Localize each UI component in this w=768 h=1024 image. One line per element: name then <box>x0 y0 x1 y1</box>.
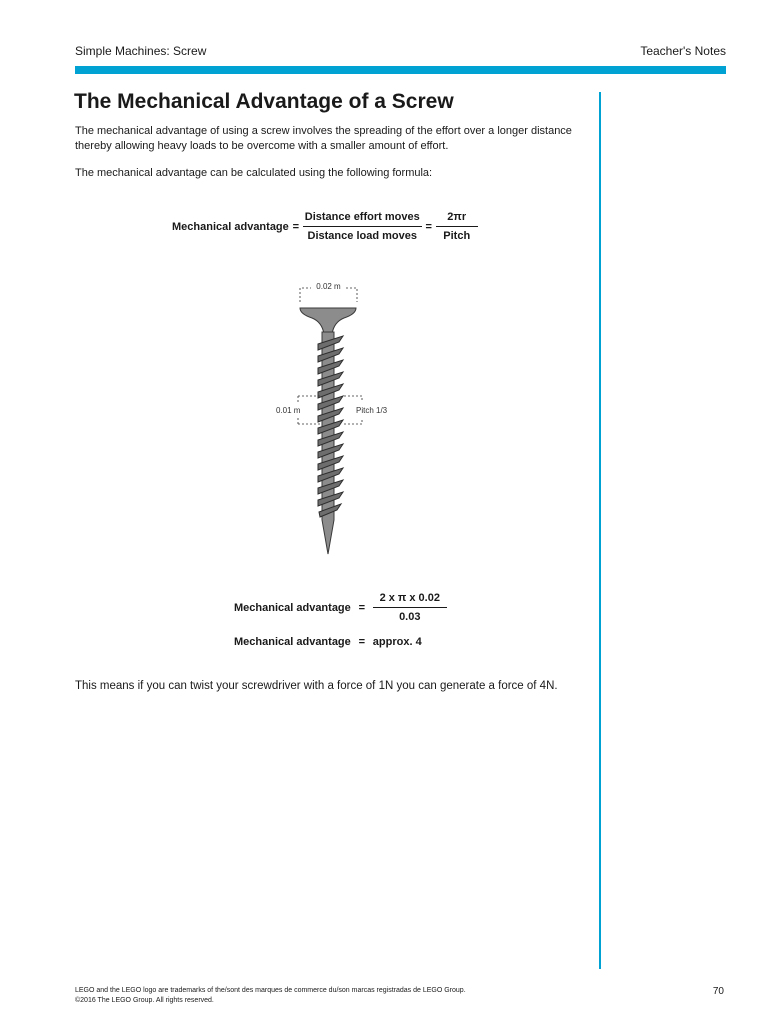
page-title: The Mechanical Advantage of a Screw <box>74 90 454 113</box>
numerator: 2 x π x 0.02 <box>373 592 447 608</box>
diameter-label: 0.01 m <box>276 406 301 415</box>
footer-trademark: LEGO and the LEGO logo are trademarks of the/sont des marques de commerce du/son marcas registradas de LEGO Group. <box>75 987 466 994</box>
numerator: Distance effort moves <box>303 211 422 227</box>
pitch-label: Pitch 1/3 <box>356 406 388 415</box>
calc-label: Mechanical advantage <box>234 601 351 614</box>
formula-result <box>234 636 422 648</box>
screw-diagram <box>268 272 398 572</box>
formula-intro: The mechanical advantage can be calculated using the following formula: <box>75 167 433 179</box>
formula-label: Mechanical advantage <box>172 220 289 233</box>
footer-copyright: ©2016 The LEGO Group. All rights reserved. <box>75 997 214 1004</box>
equals-sign: = <box>358 601 365 614</box>
conclusion-paragraph: This means if you can twist your screwdriver with a force of 1N you can generate a force of 4N. <box>75 680 558 692</box>
header-teachers-notes: Teacher's Notes <box>640 44 726 58</box>
screw-head <box>300 308 356 334</box>
result-label: Mechanical advantage <box>234 636 351 648</box>
distance-fraction <box>303 211 422 242</box>
margin-rule <box>599 92 601 969</box>
equals-sign: = <box>425 220 432 233</box>
header-section-title: Simple Machines: Screw <box>75 44 207 58</box>
equals-sign: = <box>358 636 365 648</box>
calc-fraction <box>373 592 447 623</box>
width-label: 0.02 m <box>316 282 341 291</box>
formula-worked <box>234 592 447 623</box>
equals-sign: = <box>292 220 299 233</box>
footer-legal <box>75 986 466 1006</box>
denominator: Distance load moves <box>307 230 417 242</box>
header-accent-bar <box>75 66 726 74</box>
result-value: approx. 4 <box>372 636 422 648</box>
numerator: 2πr <box>436 211 478 227</box>
page-number: 70 <box>712 986 724 997</box>
denominator: Pitch <box>443 230 471 242</box>
formula-general <box>172 211 478 242</box>
denominator: 0.03 <box>399 611 421 623</box>
pitch-fraction <box>436 211 478 242</box>
intro-paragraph: The mechanical advantage of using a screw involves the spreading of the effort over a longer distance thereby allowing heavy loads to be overcome with a smaller amount of effort. <box>75 125 572 152</box>
